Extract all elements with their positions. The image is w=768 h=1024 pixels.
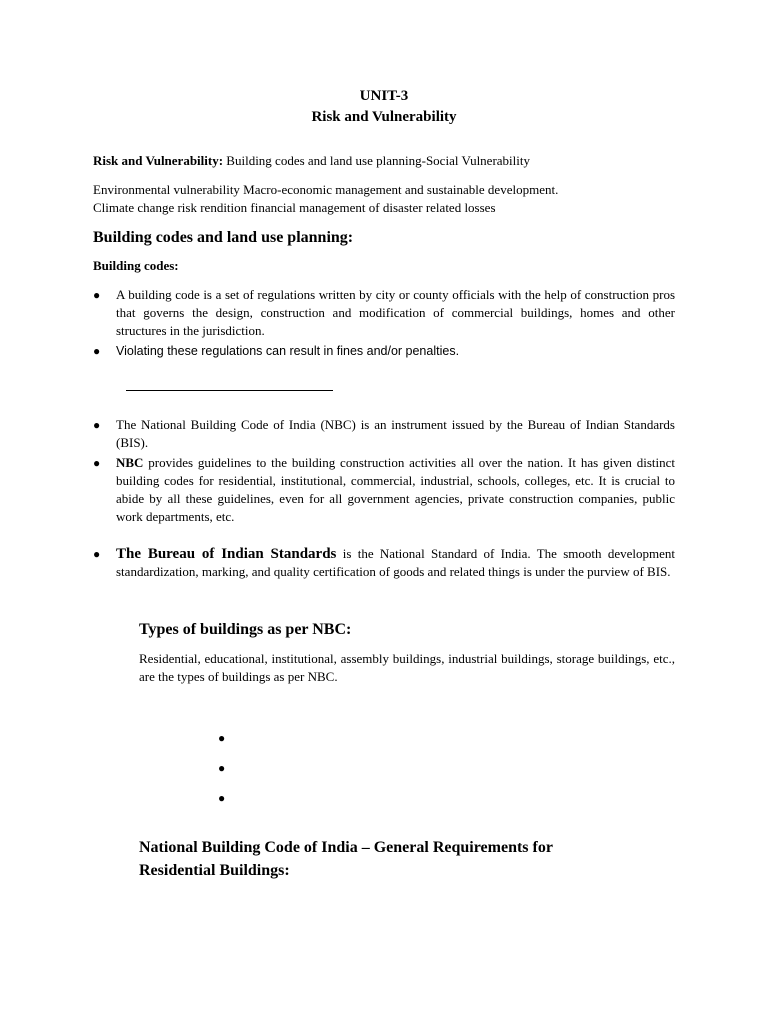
list-item xyxy=(93,545,675,581)
intro-line xyxy=(93,152,693,170)
section-heading-nbc-requirements: National Building Code of India – General Requirements for Residential Buildings: xyxy=(139,839,553,879)
section-heading-types: Types of buildings as per NBC: xyxy=(139,621,352,638)
list-item xyxy=(93,416,675,452)
bullet-text: Violating these regulations can result in fines and/or penalties. xyxy=(116,344,460,358)
bullet-icon: ● xyxy=(93,288,101,302)
bullet-icon: ● xyxy=(93,344,101,358)
list-item xyxy=(93,286,675,340)
bullet-icon: ● xyxy=(218,791,226,805)
bullet-text: The Bureau of Indian Standards is the National Standard of India. The smooth development standardization, marking, and quality certification of goods and related things is under the purview of BIS. xyxy=(116,546,675,579)
types-text: Residential, educational, institutional, assembly buildings, industrial buildings, storage buildings, etc., are the types of buildings as per NBC. xyxy=(139,651,675,684)
intro-text: Building codes and land use planning-Social Vulnerability xyxy=(223,153,531,168)
bullet-icon: ● xyxy=(218,731,226,745)
intro-label: Risk and Vulnerability: xyxy=(93,153,224,168)
unit-label: UNIT-3 xyxy=(359,88,409,104)
bullet-icon: ● xyxy=(93,418,101,432)
bullet-text: NBC provides guidelines to the building construction activities all over the nation. It has given distinct building codes for residential, institutional, commercial, industrial, schools, colleges, etc. It is crucial to abide by all these guidelines, even for all government agencies, private construction companies, public work departments, etc. xyxy=(116,455,675,524)
nbc-label: NBC xyxy=(116,455,144,470)
horizontal-rule xyxy=(126,390,333,391)
bullet-icon: ● xyxy=(93,547,101,561)
list-item xyxy=(93,342,675,360)
bullet-icon: ● xyxy=(218,761,226,775)
intro-line-3: Climate change risk rendition financial management of disaster related losses xyxy=(93,200,496,215)
bullet-text: A building code is a set of regulations written by city or county officials with the help of construction pros that governs the design, construction and modification of commercial buildings, homes and other structures in the jurisdiction. xyxy=(116,287,675,338)
bullet-icon: ● xyxy=(93,456,101,470)
bis-label: The Bureau of Indian Standards xyxy=(116,546,337,562)
bullet-text: The National Building Code of India (NBC) is an instrument issued by the Bureau of Indian Standards (BIS). xyxy=(116,417,675,450)
subheading-building-codes: Building codes: xyxy=(93,258,179,273)
page-title: Risk and Vulnerability xyxy=(311,109,457,125)
list-item xyxy=(93,454,675,526)
intro-line-2: Environmental vulnerability Macro-economic management and sustainable development. xyxy=(93,182,559,197)
section-heading-building-codes: Building codes and land use planning: xyxy=(93,229,354,246)
